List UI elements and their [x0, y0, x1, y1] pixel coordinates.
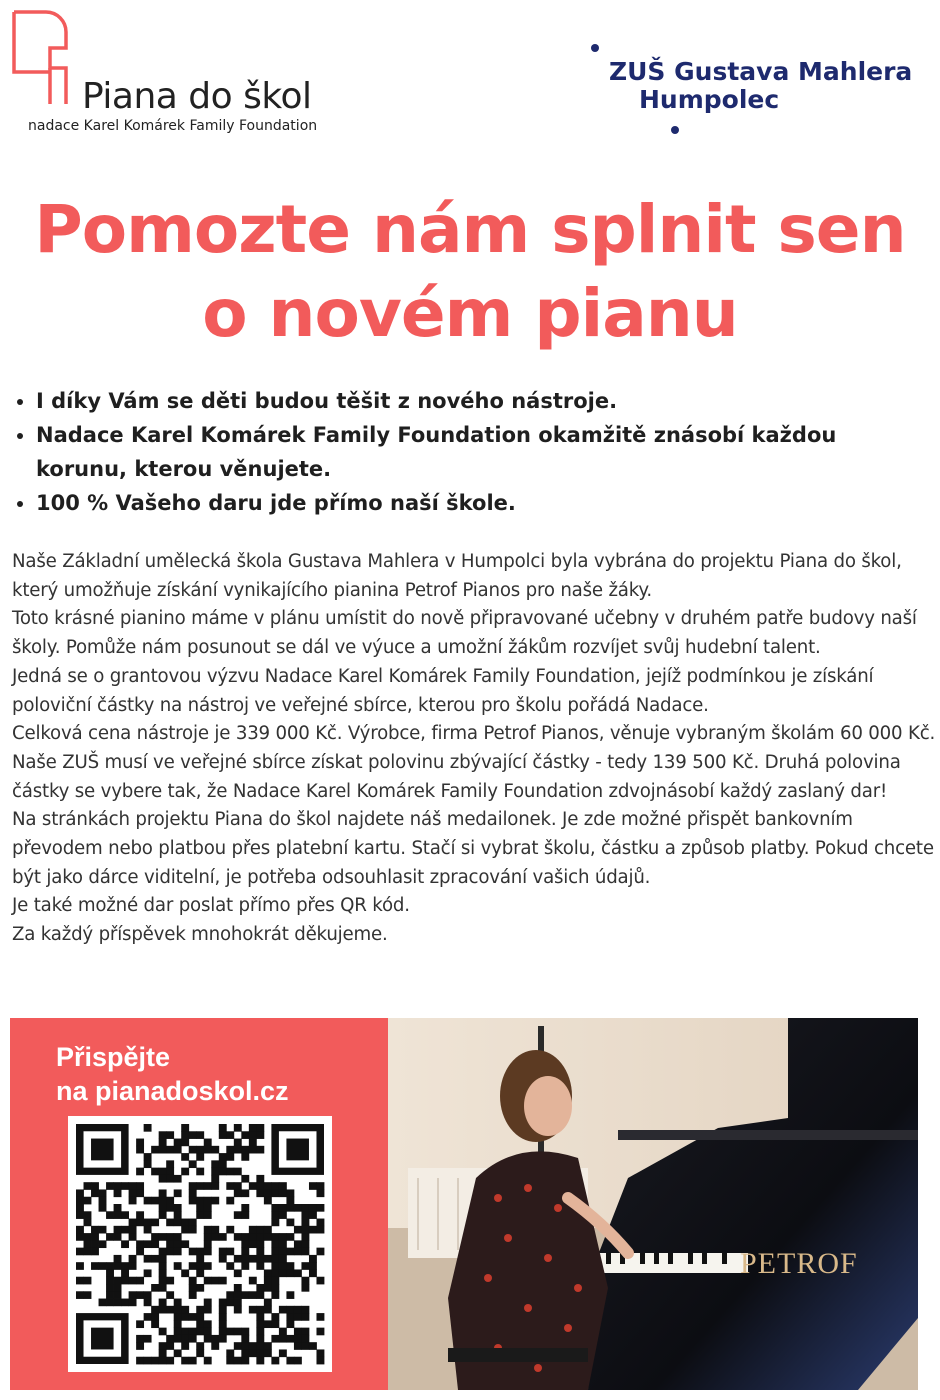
body-paragraph: Celková cena nástroje je 339 000 Kč. Výrobce, firma Petrof Pianos, věnuje vybraným školám 60 000 Kč. Naše ZUŠ musí ve veřejné sbírce získat polovinu zbývající částky - tedy 139 500 Kč. Druhá polovina částky se vybere tak, že Nadace Karel Komárek Family Foundation zdvojnásobí každý zaslaný dar! — [12, 723, 936, 802]
headline-line1: Pomozte nám splnit sen — [34, 191, 906, 268]
benefit-item: • 100 % Vašeho daru jde přímo naší škole. — [36, 486, 916, 520]
qr-finder — [91, 1328, 114, 1350]
qr-code[interactable] — [68, 1116, 332, 1372]
piano-brand: PETROF — [740, 1247, 858, 1280]
school-name-line1: ZUŠ Gustava Mahlera — [609, 57, 913, 86]
qr-code-icon — [68, 1116, 332, 1372]
benefit-item: • I díky Vám se děti budou těšit z nového nástroje. — [36, 384, 916, 418]
piano-photo — [388, 1018, 918, 1390]
headline — [0, 188, 940, 356]
piano-logo-icon — [10, 8, 80, 108]
school-logo — [585, 40, 915, 140]
school-name-line2: Humpolec — [639, 85, 780, 114]
body-paragraph: Jedná se o grantovou výzvu Nadace Karel Komárek Family Foundation, jejíž podmínkou je získání poloviční částky na nástroj ve veřejné sbírce, kterou pro školu pořádá Nadace. — [12, 665, 874, 716]
body-paragraph: Za každý příspěvek mnohokrát děkujeme. — [12, 924, 388, 946]
benefit-item: • Nadace Karel Komárek Family Foundation okamžitě znásobí každou korunu, kterou věnujete. — [36, 418, 916, 486]
qr-finder — [286, 1139, 309, 1161]
headline-line2: o novém pianu — [202, 275, 738, 352]
body-paragraph: Naše Základní umělecká škola Gustava Mahlera v Humpolci byla vybrána do projektu Piana do škol, který umožňuje získání vynikajícího pianina Petrof Pianos pro naše žáky. — [12, 551, 902, 601]
body-paragraph: Na stránkách projektu Piana do škol najdete náš medailonek. Je zde možné přispět bankovním převodem nebo platbou přes platební kartu. Stačí si vybrat školu, částku a způsob platby. Pokud chcete být jako dárce viditelní, je potřeba odsouhlasit zpracování vašich údajů. — [12, 809, 934, 888]
logo-dot — [591, 44, 599, 52]
benefit-list — [12, 384, 916, 520]
donate-panel — [10, 1018, 388, 1390]
school-name — [609, 58, 912, 114]
logo-title: Piana do škol — [82, 76, 312, 117]
body-paragraph: Je také možné dar poslat přímo přes QR kód. — [12, 895, 410, 917]
piana-do-skol-logo — [10, 8, 340, 138]
donate-link[interactable]: na pianadoskol.cz — [56, 1076, 289, 1106]
logo-dot — [671, 126, 679, 134]
logo-subtitle: nadace Karel Komárek Family Foundation — [28, 118, 318, 134]
qr-finder — [91, 1139, 114, 1161]
body-paragraph: Toto krásné pianino máme v plánu umístit do nově připravované učebny v druhém patře budovy naší školy. Pomůže nám posunout se dál ve výuce a umožní žákům rozvíjet svůj hudební talent. — [12, 608, 917, 659]
donate-text — [56, 1040, 289, 1108]
donate-line1: Přispějte — [56, 1042, 171, 1072]
body-text — [12, 548, 937, 950]
